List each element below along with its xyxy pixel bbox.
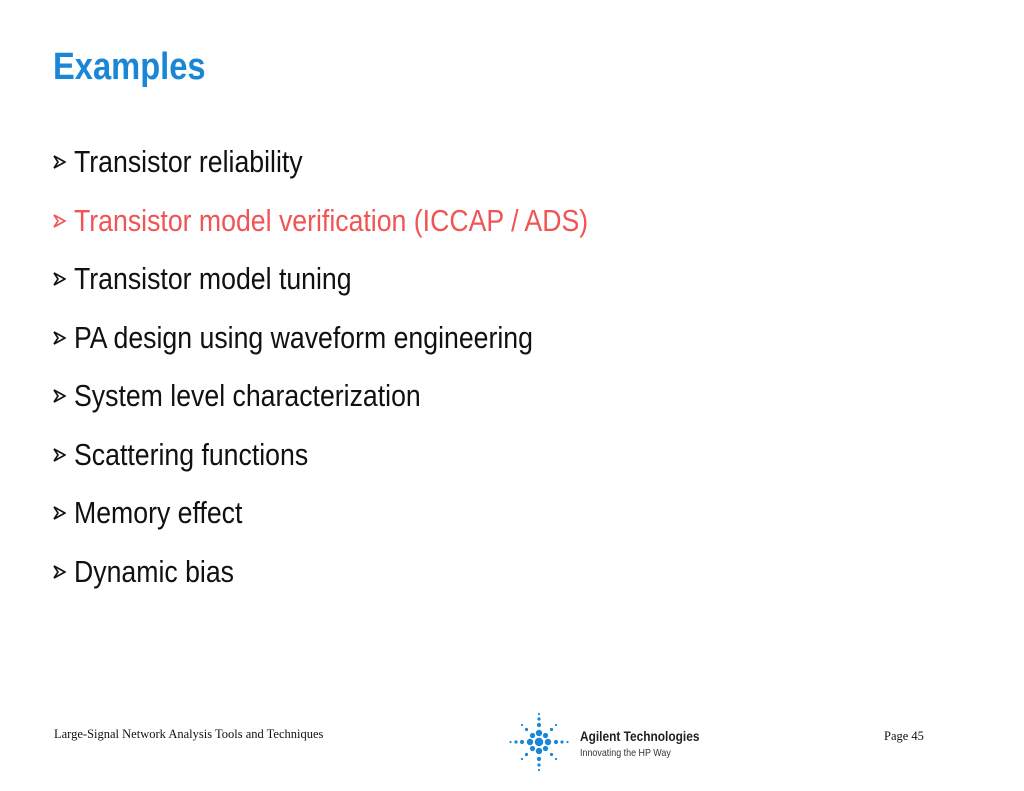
logo-company-name: Agilent Technologies (580, 728, 700, 744)
arrowhead-bullet-icon (52, 373, 74, 419)
footer-presentation-title: Large-Signal Network Analysis Tools and Techniques (54, 727, 324, 741)
bullet-text: Transistor reliability (74, 144, 303, 179)
arrowhead-bullet-icon (52, 256, 74, 302)
bullet-item (52, 373, 672, 432)
agilent-spark-logo-icon (506, 710, 572, 774)
bullet-text: Transistor model tuning (74, 261, 352, 296)
bullet-item (52, 315, 672, 374)
agilent-logo (506, 710, 736, 774)
bullet-item (52, 432, 672, 491)
bullet-item (52, 549, 672, 608)
page-number: Page 45 (884, 729, 924, 743)
arrowhead-bullet-icon (52, 139, 74, 185)
bullet-item (52, 139, 672, 198)
bullet-text: Memory effect (74, 495, 243, 530)
bullet-list (52, 139, 672, 607)
bullet-text: Dynamic bias (74, 553, 235, 589)
slide-title: Examples (53, 46, 206, 88)
bullet-item (52, 490, 672, 549)
bullet-text: System level characterization (74, 378, 421, 413)
bullet-item-highlighted (52, 198, 672, 257)
bullet-text: Transistor model verification (ICCAP / ADS) (74, 202, 589, 238)
bullet-item (52, 256, 672, 315)
bullet-text: PA design using waveform engineering (74, 319, 533, 355)
arrowhead-bullet-icon (52, 432, 74, 478)
bullet-text: Scattering functions (74, 436, 309, 472)
arrowhead-bullet-icon (52, 549, 74, 595)
arrowhead-bullet-icon (52, 198, 74, 244)
arrowhead-bullet-icon (52, 490, 74, 536)
arrowhead-bullet-icon (52, 315, 74, 361)
logo-tagline: Innovating the HP Way (580, 747, 671, 759)
